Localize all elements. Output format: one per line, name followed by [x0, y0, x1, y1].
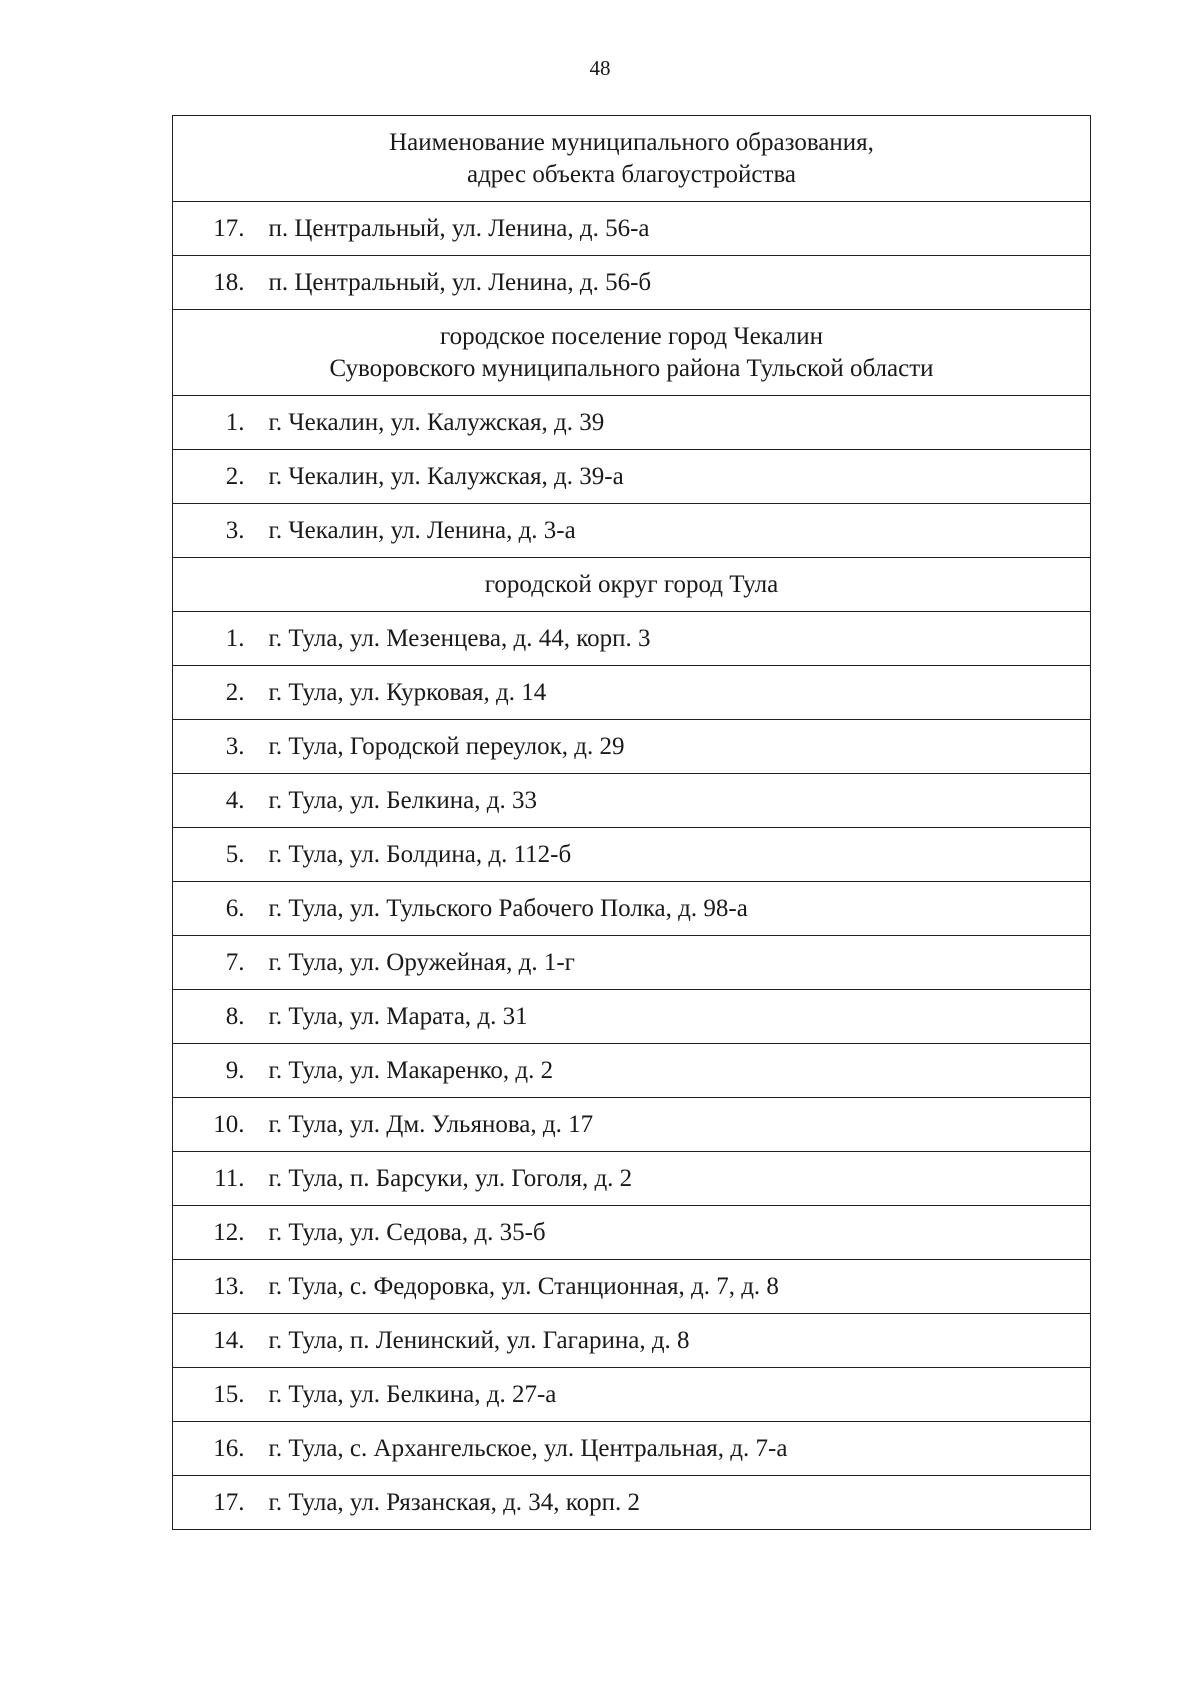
table-row	[173, 666, 1091, 720]
row-address: п. Центральный, ул. Ленина, д. 56-а	[259, 202, 1091, 256]
row-number: 17.	[173, 1476, 259, 1530]
table-row	[173, 828, 1091, 882]
table-row	[173, 504, 1091, 558]
row-number: 4.	[173, 774, 259, 828]
section-heading-cell	[173, 558, 1091, 612]
row-address: г. Тула, ул. Седова, д. 35-б	[259, 1206, 1091, 1260]
table-row	[173, 256, 1091, 310]
row-address: г. Тула, ул. Дм. Ульянова, д. 17	[259, 1098, 1091, 1152]
table-row	[173, 936, 1091, 990]
row-number: 13.	[173, 1260, 259, 1314]
row-address: г. Тула, ул. Макаренко, д. 2	[259, 1044, 1091, 1098]
table-row	[173, 396, 1091, 450]
table-header-cell	[173, 116, 1091, 202]
row-address: г. Тула, с. Федоровка, ул. Станционная, д. 7, д. 8	[259, 1260, 1091, 1314]
row-number: 14.	[173, 1314, 259, 1368]
row-address: п. Центральный, ул. Ленина, д. 56-б	[259, 256, 1091, 310]
row-number: 10.	[173, 1098, 259, 1152]
row-number: 5.	[173, 828, 259, 882]
row-number: 16.	[173, 1422, 259, 1476]
table-row	[173, 612, 1091, 666]
row-address: г. Тула, ул. Мезенцева, д. 44, корп. 3	[259, 612, 1091, 666]
row-address: г. Тула, Городской переулок, д. 29	[259, 720, 1091, 774]
table-row	[173, 1368, 1091, 1422]
table-row	[173, 1422, 1091, 1476]
table-row	[173, 1044, 1091, 1098]
row-address: г. Тула, п. Ленинский, ул. Гагарина, д. 8	[259, 1314, 1091, 1368]
row-number: 2.	[173, 450, 259, 504]
page-number: 48	[589, 56, 611, 80]
row-address: г. Чекалин, ул. Калужская, д. 39-а	[259, 450, 1091, 504]
table-row	[173, 882, 1091, 936]
row-number: 11.	[173, 1152, 259, 1206]
row-number: 9.	[173, 1044, 259, 1098]
row-number: 15.	[173, 1368, 259, 1422]
row-address: г. Чекалин, ул. Ленина, д. 3-а	[259, 504, 1091, 558]
table-row	[173, 1152, 1091, 1206]
row-address: г. Тула, п. Барсуки, ул. Гоголя, д. 2	[259, 1152, 1091, 1206]
row-number: 3.	[173, 720, 259, 774]
table-row	[173, 1098, 1091, 1152]
table-row	[173, 1314, 1091, 1368]
row-address: г. Тула, ул. Болдина, д. 112-б	[259, 828, 1091, 882]
row-number: 7.	[173, 936, 259, 990]
row-number: 17.	[173, 202, 259, 256]
section-heading-cell	[173, 310, 1091, 396]
row-address: г. Тула, ул. Курковая, д. 14	[259, 666, 1091, 720]
section-heading-row	[173, 558, 1091, 612]
row-number: 6.	[173, 882, 259, 936]
row-number: 1.	[173, 396, 259, 450]
table-row	[173, 202, 1091, 256]
section-heading-line: городское поселение город Чекалин	[440, 322, 823, 350]
table-row	[173, 990, 1091, 1044]
table-row	[173, 1206, 1091, 1260]
address-table-body	[173, 116, 1091, 1530]
table-row	[173, 774, 1091, 828]
row-number: 12.	[173, 1206, 259, 1260]
table-header-line: адрес объекта благоустройства	[466, 160, 797, 188]
section-heading-line: городской округ город Тула	[484, 570, 779, 598]
table-row	[173, 1476, 1091, 1530]
row-address: г. Чекалин, ул. Калужская, д. 39	[259, 396, 1091, 450]
row-address: г. Тула, ул. Оружейная, д. 1-г	[259, 936, 1091, 990]
row-address: г. Тула, ул. Белкина, д. 33	[259, 774, 1091, 828]
row-number: 8.	[173, 990, 259, 1044]
table-header-line: Наименование муниципального образования,	[389, 128, 874, 156]
row-address: г. Тула, ул. Рязанская, д. 34, корп. 2	[259, 1476, 1091, 1530]
row-number: 3.	[173, 504, 259, 558]
section-heading-row	[173, 310, 1091, 396]
row-number: 2.	[173, 666, 259, 720]
row-address: г. Тула, ул. Тульского Рабочего Полка, д. 98-а	[259, 882, 1091, 936]
row-address: г. Тула, ул. Белкина, д. 27-а	[259, 1368, 1091, 1422]
section-heading-line: Суворовского муниципального района Тульской области	[329, 354, 934, 382]
address-table	[172, 115, 1091, 1530]
row-address: г. Тула, ул. Марата, д. 31	[259, 990, 1091, 1044]
row-number: 18.	[173, 256, 259, 310]
row-address: г. Тула, с. Архангельское, ул. Центральная, д. 7-а	[259, 1422, 1091, 1476]
table-row	[173, 720, 1091, 774]
table-row	[173, 1260, 1091, 1314]
row-number: 1.	[173, 612, 259, 666]
table-header-row	[173, 116, 1091, 202]
table-row	[173, 450, 1091, 504]
